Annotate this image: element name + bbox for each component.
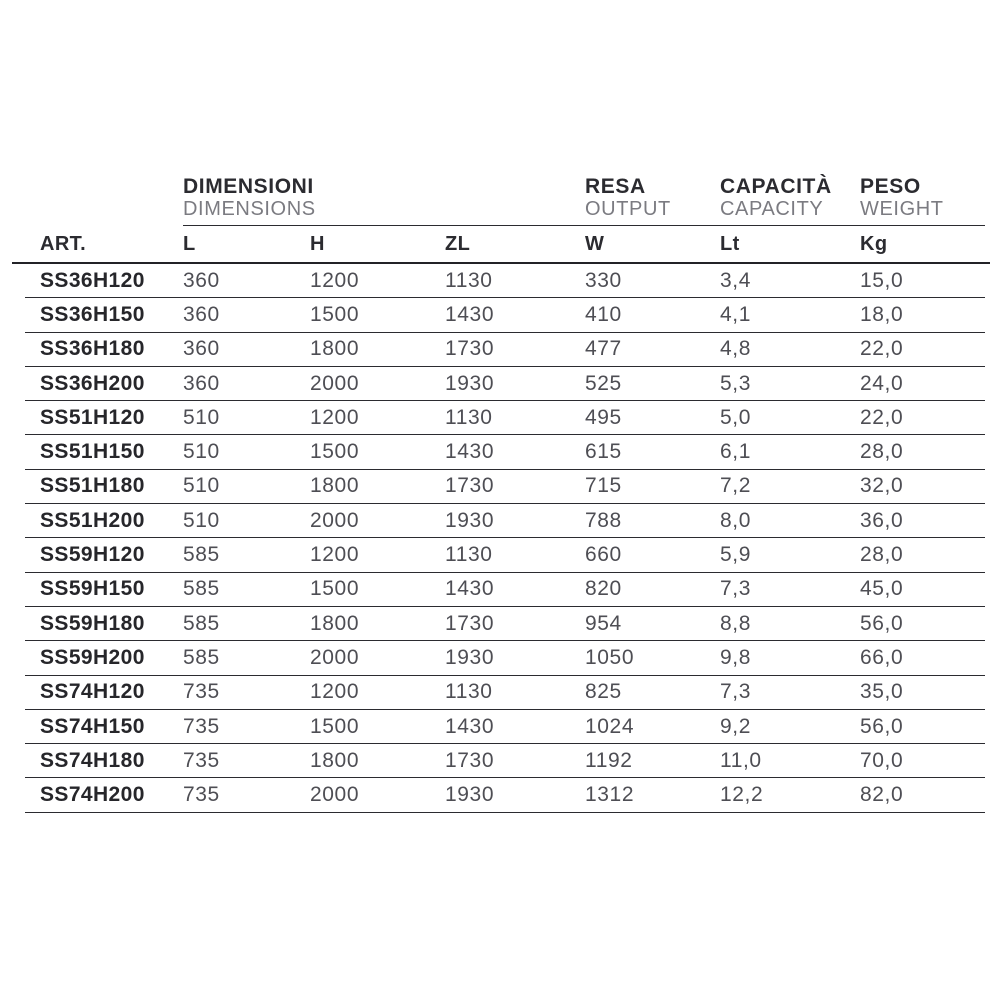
h-value-cell: 1500 xyxy=(310,302,360,326)
lt-value-cell: 8,0 xyxy=(720,508,751,532)
lt-value-cell: 4,1 xyxy=(720,302,751,326)
art-cell: SS74H120 xyxy=(40,680,145,704)
group-header-row xyxy=(25,175,985,226)
table-row xyxy=(25,778,985,812)
group-header-spacer xyxy=(25,175,183,226)
kg-value-cell: 66,0 xyxy=(860,645,904,669)
zl-value-cell: 1430 xyxy=(445,714,495,738)
group-title-resa: RESA xyxy=(585,175,646,198)
table-row xyxy=(25,744,985,778)
group-subtitle-dimensions: DIMENSIONS xyxy=(183,198,316,220)
group-title-peso: PESO xyxy=(860,175,921,198)
kg-value-cell: 56,0 xyxy=(860,611,904,635)
kg-value-cell: 35,0 xyxy=(860,680,904,704)
l-value-cell: 360 xyxy=(183,337,220,361)
zl-value-cell: 1930 xyxy=(445,783,495,807)
h-value-cell: 2000 xyxy=(310,645,360,669)
zl-value-cell: 1130 xyxy=(445,268,493,292)
w-value-cell: 1050 xyxy=(585,645,635,669)
zl-value-cell: 1130 xyxy=(445,543,493,567)
h-value-cell: 2000 xyxy=(310,508,360,532)
table-row xyxy=(25,710,985,744)
zl-value-cell: 1730 xyxy=(445,337,495,361)
table-row xyxy=(25,470,985,504)
kg-value-cell: 22,0 xyxy=(860,337,904,361)
column-header-lt: Lt xyxy=(720,232,740,255)
table-row xyxy=(25,573,985,607)
art-cell: SS74H150 xyxy=(40,714,145,738)
w-value-cell: 1024 xyxy=(585,714,635,738)
w-value-cell: 820 xyxy=(585,577,622,601)
column-header-row xyxy=(12,226,990,264)
zl-value-cell: 1930 xyxy=(445,508,495,532)
kg-value-cell: 70,0 xyxy=(860,748,904,772)
kg-value-cell: 36,0 xyxy=(860,508,904,532)
lt-value-cell: 12,2 xyxy=(720,783,764,807)
group-header-cells xyxy=(183,175,985,226)
lt-value-cell: 6,1 xyxy=(720,440,751,464)
zl-value-cell: 1730 xyxy=(445,748,495,772)
table-row xyxy=(25,607,985,641)
w-value-cell: 715 xyxy=(585,474,622,498)
l-value-cell: 510 xyxy=(183,440,220,464)
h-value-cell: 2000 xyxy=(310,783,360,807)
kg-value-cell: 18,0 xyxy=(860,302,904,326)
w-value-cell: 525 xyxy=(585,371,622,395)
l-value-cell: 735 xyxy=(183,783,220,807)
table-row xyxy=(25,641,985,675)
h-value-cell: 1800 xyxy=(310,337,360,361)
lt-value-cell: 5,0 xyxy=(720,405,751,429)
column-header-art: ART. xyxy=(40,232,87,255)
column-header-w: W xyxy=(585,232,605,255)
zl-value-cell: 1930 xyxy=(445,371,495,395)
table-row xyxy=(25,298,985,332)
zl-value-cell: 1130 xyxy=(445,405,493,429)
zl-value-cell: 1430 xyxy=(445,577,495,601)
l-value-cell: 360 xyxy=(183,302,220,326)
table-row xyxy=(25,435,985,469)
column-header-zl: ZL xyxy=(445,232,471,255)
kg-value-cell: 82,0 xyxy=(860,783,904,807)
art-cell: SS36H180 xyxy=(40,337,145,361)
art-cell: SS36H120 xyxy=(40,268,145,292)
l-value-cell: 585 xyxy=(183,543,220,567)
lt-value-cell: 9,2 xyxy=(720,714,751,738)
l-value-cell: 585 xyxy=(183,611,220,635)
art-cell: SS51H200 xyxy=(40,508,145,532)
w-value-cell: 330 xyxy=(585,268,622,292)
l-value-cell: 360 xyxy=(183,371,220,395)
zl-value-cell: 1730 xyxy=(445,611,495,635)
table-row xyxy=(25,333,985,367)
h-value-cell: 1500 xyxy=(310,440,360,464)
art-cell: SS74H180 xyxy=(40,748,145,772)
group-subtitle-capacity: CAPACITY xyxy=(720,198,824,220)
w-value-cell: 615 xyxy=(585,440,622,464)
lt-value-cell: 9,8 xyxy=(720,645,751,669)
table-row xyxy=(25,401,985,435)
w-value-cell: 410 xyxy=(585,302,622,326)
table-row xyxy=(25,676,985,710)
zl-value-cell: 1930 xyxy=(445,645,495,669)
w-value-cell: 660 xyxy=(585,543,622,567)
h-value-cell: 1500 xyxy=(310,577,360,601)
art-cell: SS59H180 xyxy=(40,611,145,635)
h-value-cell: 1200 xyxy=(310,405,360,429)
table-row xyxy=(25,264,985,298)
h-value-cell: 2000 xyxy=(310,371,360,395)
lt-value-cell: 8,8 xyxy=(720,611,751,635)
h-value-cell: 1500 xyxy=(310,714,360,738)
lt-value-cell: 4,8 xyxy=(720,337,751,361)
w-value-cell: 1312 xyxy=(585,783,635,807)
h-value-cell: 1800 xyxy=(310,748,360,772)
kg-value-cell: 28,0 xyxy=(860,440,904,464)
l-value-cell: 510 xyxy=(183,405,220,429)
group-header-dimensions xyxy=(183,175,585,225)
h-value-cell: 1800 xyxy=(310,474,360,498)
group-subtitle-output: OUTPUT xyxy=(585,198,671,220)
l-value-cell: 735 xyxy=(183,714,220,738)
lt-value-cell: 5,3 xyxy=(720,371,751,395)
column-header-kg: Kg xyxy=(860,232,888,255)
lt-value-cell: 3,4 xyxy=(720,268,751,292)
kg-value-cell: 15,0 xyxy=(860,268,904,292)
art-cell: SS51H180 xyxy=(40,474,145,498)
l-value-cell: 510 xyxy=(183,474,220,498)
w-value-cell: 477 xyxy=(585,337,622,361)
kg-value-cell: 28,0 xyxy=(860,543,904,567)
art-cell: SS51H150 xyxy=(40,440,145,464)
lt-value-cell: 7,3 xyxy=(720,577,751,601)
kg-value-cell: 22,0 xyxy=(860,405,904,429)
l-value-cell: 585 xyxy=(183,645,220,669)
kg-value-cell: 32,0 xyxy=(860,474,904,498)
group-header-weight xyxy=(860,175,985,225)
group-header-capacity xyxy=(720,175,860,225)
w-value-cell: 825 xyxy=(585,680,622,704)
h-value-cell: 1200 xyxy=(310,543,360,567)
h-value-cell: 1800 xyxy=(310,611,360,635)
art-cell: SS74H200 xyxy=(40,783,145,807)
column-header-h: H xyxy=(310,232,325,255)
l-value-cell: 585 xyxy=(183,577,220,601)
group-header-output xyxy=(585,175,720,225)
w-value-cell: 495 xyxy=(585,405,622,429)
lt-value-cell: 7,2 xyxy=(720,474,751,498)
table-row xyxy=(25,538,985,572)
table-body xyxy=(25,264,985,813)
group-subtitle-weight: WEIGHT xyxy=(860,198,944,220)
art-cell: SS59H120 xyxy=(40,543,145,567)
art-cell: SS36H200 xyxy=(40,371,145,395)
l-value-cell: 735 xyxy=(183,680,220,704)
h-value-cell: 1200 xyxy=(310,680,360,704)
l-value-cell: 360 xyxy=(183,268,220,292)
table-row xyxy=(25,367,985,401)
kg-value-cell: 56,0 xyxy=(860,714,904,738)
column-header-l: L xyxy=(183,232,196,255)
zl-value-cell: 1430 xyxy=(445,440,495,464)
art-cell: SS59H200 xyxy=(40,645,145,669)
lt-value-cell: 7,3 xyxy=(720,680,751,704)
group-title-dimensioni: DIMENSIONI xyxy=(183,175,314,198)
kg-value-cell: 24,0 xyxy=(860,371,904,395)
h-value-cell: 1200 xyxy=(310,268,360,292)
art-cell: SS51H120 xyxy=(40,405,145,429)
art-cell: SS59H150 xyxy=(40,577,145,601)
art-cell: SS36H150 xyxy=(40,302,145,326)
zl-value-cell: 1130 xyxy=(445,680,493,704)
l-value-cell: 510 xyxy=(183,508,220,532)
w-value-cell: 954 xyxy=(585,611,622,635)
w-value-cell: 788 xyxy=(585,508,622,532)
lt-value-cell: 5,9 xyxy=(720,543,751,567)
zl-value-cell: 1430 xyxy=(445,302,495,326)
group-title-capacita: CAPACITÀ xyxy=(720,175,832,198)
table-row xyxy=(25,504,985,538)
kg-value-cell: 45,0 xyxy=(860,577,904,601)
specifications-table xyxy=(25,175,985,813)
l-value-cell: 735 xyxy=(183,748,220,772)
w-value-cell: 1192 xyxy=(585,748,633,772)
zl-value-cell: 1730 xyxy=(445,474,495,498)
lt-value-cell: 11,0 xyxy=(720,748,762,772)
